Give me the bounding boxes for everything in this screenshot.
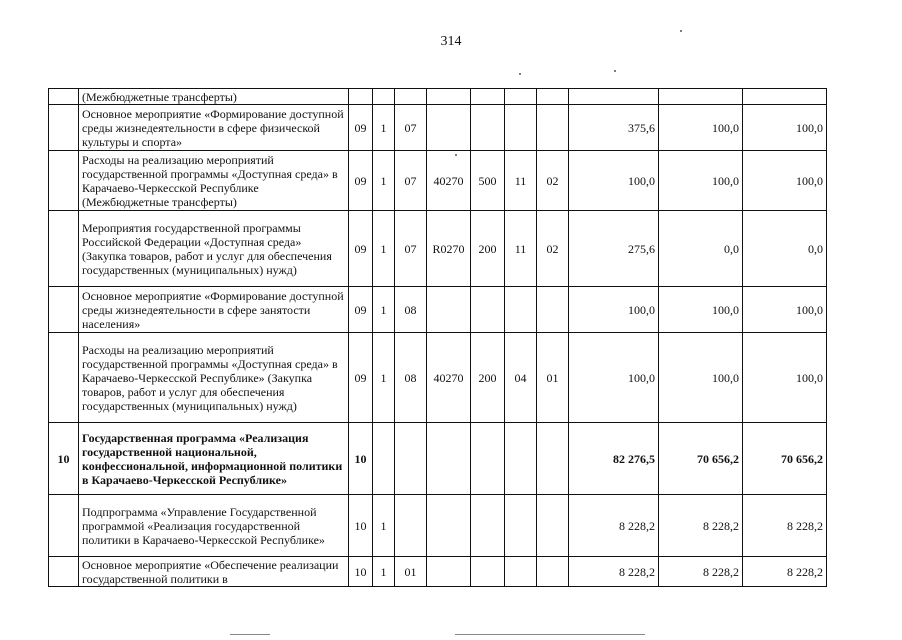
row-description-cell: Мероприятия государственной программы Российской Федерации «Доступная среда» (Закупка товаров, работ и услуг для обеспечения государственных (муниципальных) нужд) <box>79 211 349 287</box>
row-number-cell: 10 <box>49 423 79 495</box>
code-cell-7 <box>537 89 569 105</box>
row-description-cell: Подпрограмма «Управление Государственной программой «Реализация государственной политики в Карачаево-Черкесской Республике» <box>79 495 349 557</box>
amount-cell-3: 100,0 <box>743 287 827 333</box>
code-cell-7 <box>537 557 569 587</box>
code-cell-2: 1 <box>373 151 395 211</box>
code-cell-7: 01 <box>537 333 569 423</box>
code-cell-3 <box>395 495 427 557</box>
code-cell-7 <box>537 105 569 151</box>
code-cell-6 <box>505 557 537 587</box>
code-cell-1 <box>349 89 373 105</box>
row-number-cell <box>49 557 79 587</box>
code-cell-1: 09 <box>349 287 373 333</box>
code-cell-5 <box>471 423 505 495</box>
row-description-cell: Расходы на реализацию мероприятий государственной программы «Доступная среда» в Карачаево-Черкесской Республике» (Закупка товаров, работ и услуг для обеспечения государственных (муниципальных) нужд) <box>79 333 349 423</box>
amount-cell-3: 100,0 <box>743 105 827 151</box>
amount-cell-1: 375,6 <box>569 105 659 151</box>
amount-cell-2: 0,0 <box>659 211 743 287</box>
table-row <box>49 105 827 151</box>
amount-cell-2 <box>659 89 743 105</box>
code-cell-2: 1 <box>373 105 395 151</box>
code-cell-4: 40270 <box>427 151 471 211</box>
code-cell-3 <box>395 89 427 105</box>
table-row <box>49 333 827 423</box>
code-cell-1: 10 <box>349 423 373 495</box>
code-cell-3: 01 <box>395 557 427 587</box>
code-cell-2 <box>373 423 395 495</box>
code-cell-2 <box>373 89 395 105</box>
row-number-cell <box>49 151 79 211</box>
amount-cell-1: 100,0 <box>569 287 659 333</box>
code-cell-6 <box>505 105 537 151</box>
code-cell-4 <box>427 557 471 587</box>
table-row <box>49 557 827 587</box>
amount-cell-2: 8 228,2 <box>659 495 743 557</box>
scan-speck <box>614 70 616 72</box>
code-cell-6: 04 <box>505 333 537 423</box>
amount-cell-1 <box>569 89 659 105</box>
scan-speck <box>680 30 682 32</box>
code-cell-2: 1 <box>373 495 395 557</box>
amount-cell-1: 8 228,2 <box>569 495 659 557</box>
row-description-cell: Основное мероприятие «Формирование доступной среды жизнедеятельности в сфере физической культуры и спорта» <box>79 105 349 151</box>
amount-cell-1: 275,6 <box>569 211 659 287</box>
code-cell-7: 02 <box>537 211 569 287</box>
row-number-cell <box>49 495 79 557</box>
row-description-cell: Основное мероприятие «Обеспечение реализации государственной политики в <box>79 557 349 587</box>
code-cell-4 <box>427 423 471 495</box>
code-cell-4 <box>427 105 471 151</box>
code-cell-5 <box>471 557 505 587</box>
amount-cell-1: 8 228,2 <box>569 557 659 587</box>
code-cell-6 <box>505 287 537 333</box>
amount-cell-2: 8 228,2 <box>659 557 743 587</box>
amount-cell-3: 8 228,2 <box>743 495 827 557</box>
code-cell-1: 10 <box>349 495 373 557</box>
code-cell-3: 08 <box>395 333 427 423</box>
row-description-cell: (Межбюджетные трансферты) <box>79 89 349 105</box>
code-cell-5 <box>471 89 505 105</box>
bottom-rule <box>230 634 270 635</box>
code-cell-1: 10 <box>349 557 373 587</box>
code-cell-4: 40270 <box>427 333 471 423</box>
code-cell-3: 07 <box>395 151 427 211</box>
code-cell-7 <box>537 287 569 333</box>
amount-cell-3 <box>743 89 827 105</box>
code-cell-1: 09 <box>349 333 373 423</box>
code-cell-7: 02 <box>537 151 569 211</box>
amount-cell-1: 100,0 <box>569 151 659 211</box>
table-row <box>49 211 827 287</box>
code-cell-2: 1 <box>373 287 395 333</box>
code-cell-3: 07 <box>395 105 427 151</box>
code-cell-5 <box>471 287 505 333</box>
row-description-cell: Государственная программа «Реализация государственной национальной, конфессиональной, информационной политики в Карачаево-Черкесской Республике» <box>79 423 349 495</box>
row-number-cell <box>49 287 79 333</box>
code-cell-6: 11 <box>505 211 537 287</box>
code-cell-3 <box>395 423 427 495</box>
table-row <box>49 89 827 105</box>
amount-cell-3: 8 228,2 <box>743 557 827 587</box>
amount-cell-1: 100,0 <box>569 333 659 423</box>
code-cell-7 <box>537 423 569 495</box>
row-description-cell: Основное мероприятие «Формирование доступной среды жизнедеятельности в сфере занятости населения» <box>79 287 349 333</box>
code-cell-3: 08 <box>395 287 427 333</box>
table-row <box>49 151 827 211</box>
code-cell-4 <box>427 287 471 333</box>
code-cell-4: R0270 <box>427 211 471 287</box>
row-number-cell <box>49 89 79 105</box>
table-row <box>49 287 827 333</box>
code-cell-5: 200 <box>471 211 505 287</box>
code-cell-5: 500 <box>471 151 505 211</box>
code-cell-6: 11 <box>505 151 537 211</box>
table-row <box>49 423 827 495</box>
code-cell-5 <box>471 495 505 557</box>
row-description-cell: Расходы на реализацию мероприятий государственной программы «Доступная среда» в Карачаево-Черкесской Республике (Межбюджетные трансферты) <box>79 151 349 211</box>
code-cell-3: 07 <box>395 211 427 287</box>
amount-cell-3: 100,0 <box>743 333 827 423</box>
amount-cell-2: 100,0 <box>659 287 743 333</box>
code-cell-2: 1 <box>373 333 395 423</box>
code-cell-2: 1 <box>373 211 395 287</box>
code-cell-1: 09 <box>349 151 373 211</box>
amount-cell-2: 100,0 <box>659 105 743 151</box>
code-cell-1: 09 <box>349 105 373 151</box>
scan-speck <box>519 73 521 75</box>
bottom-rule <box>455 634 645 635</box>
amount-cell-2: 70 656,2 <box>659 423 743 495</box>
table-body <box>49 89 827 587</box>
budget-table <box>48 88 827 587</box>
code-cell-7 <box>537 495 569 557</box>
code-cell-6 <box>505 495 537 557</box>
code-cell-4 <box>427 89 471 105</box>
table-row <box>49 495 827 557</box>
row-number-cell <box>49 211 79 287</box>
code-cell-6 <box>505 423 537 495</box>
row-number-cell <box>49 333 79 423</box>
code-cell-5: 200 <box>471 333 505 423</box>
amount-cell-1: 82 276,5 <box>569 423 659 495</box>
row-number-cell <box>49 105 79 151</box>
code-cell-2: 1 <box>373 557 395 587</box>
amount-cell-3: 0,0 <box>743 211 827 287</box>
code-cell-4 <box>427 495 471 557</box>
code-cell-5 <box>471 105 505 151</box>
code-cell-6 <box>505 89 537 105</box>
amount-cell-2: 100,0 <box>659 333 743 423</box>
amount-cell-3: 100,0 <box>743 151 827 211</box>
page-number: 314 <box>440 34 462 49</box>
code-cell-1: 09 <box>349 211 373 287</box>
amount-cell-2: 100,0 <box>659 151 743 211</box>
amount-cell-3: 70 656,2 <box>743 423 827 495</box>
